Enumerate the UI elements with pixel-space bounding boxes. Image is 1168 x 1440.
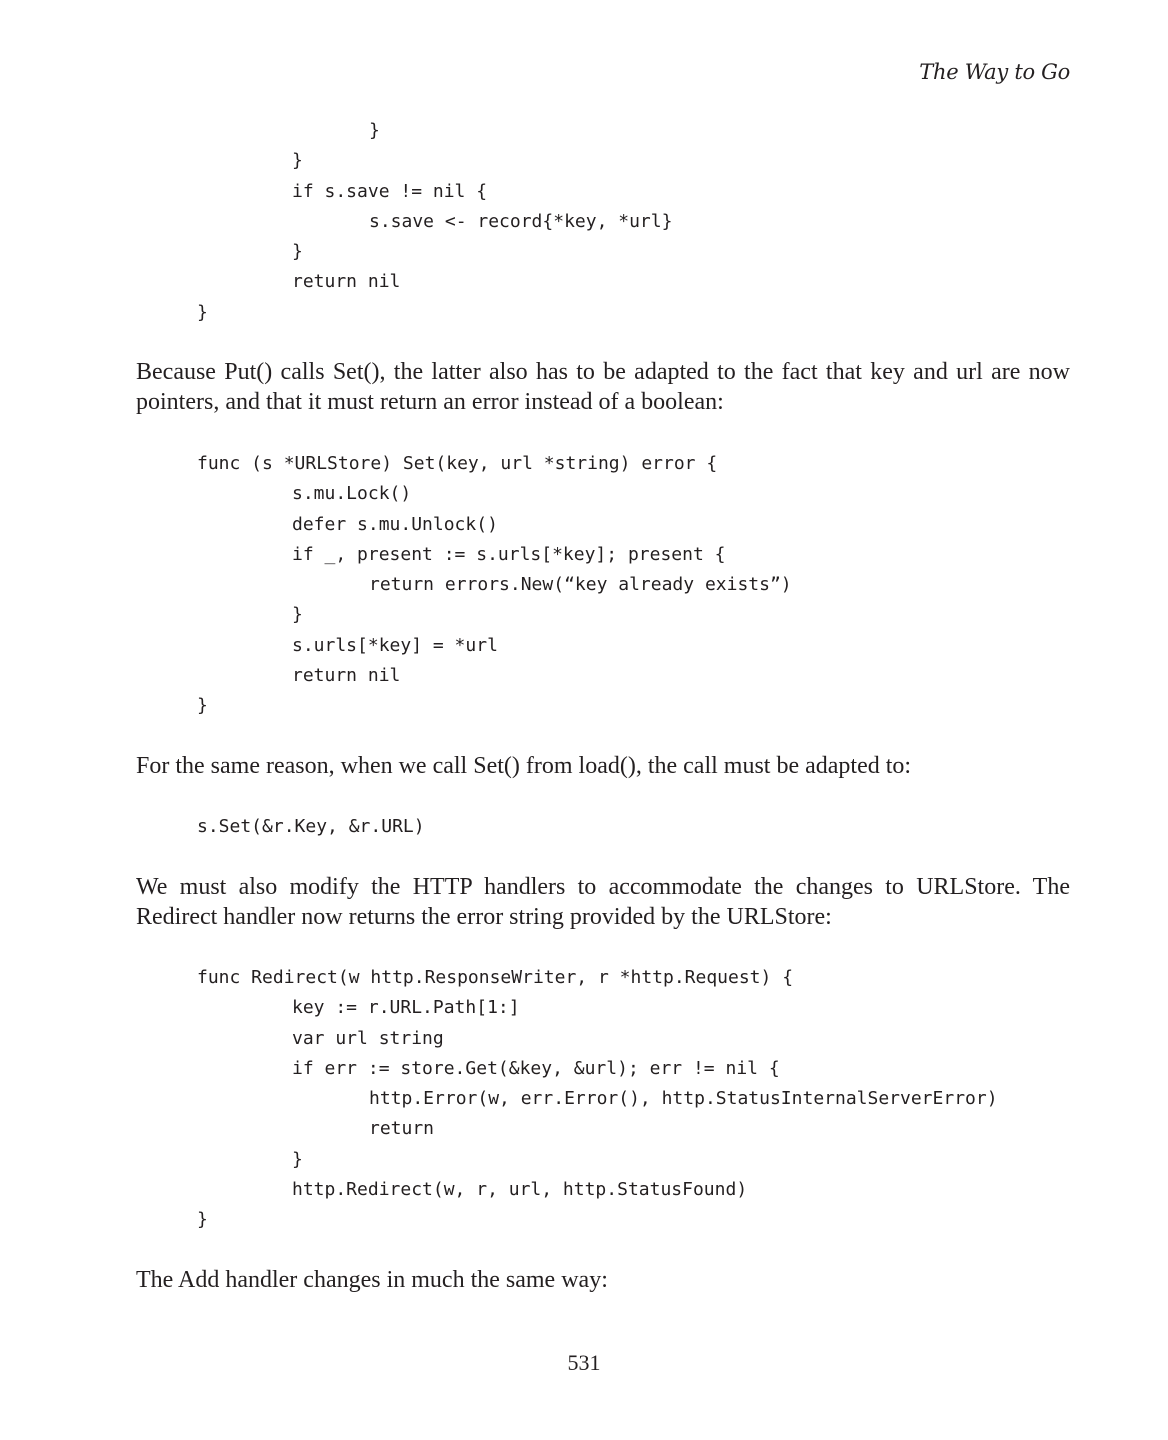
- paragraph-load-call: For the same reason, when we call Set() from load(), the call must be adapted to:: [136, 753, 912, 779]
- paragraph-add-handler: The Add handler changes in much the same way:: [136, 1267, 608, 1293]
- running-header: The Way to Go: [919, 60, 1070, 84]
- page-number: 531: [567, 1350, 601, 1375]
- paragraph-set-adaptation: Because Put() calls Set(), the latter also has to be adapted to the fact that key and url are now pointers, and that it must return an error instead of a boolean:: [136, 359, 1070, 415]
- paragraph-http-handlers: We must also modify the HTTP handlers to accommodate the changes to URLStore. The Redirect handler now returns the error string provided by the URLStore:: [136, 874, 1070, 930]
